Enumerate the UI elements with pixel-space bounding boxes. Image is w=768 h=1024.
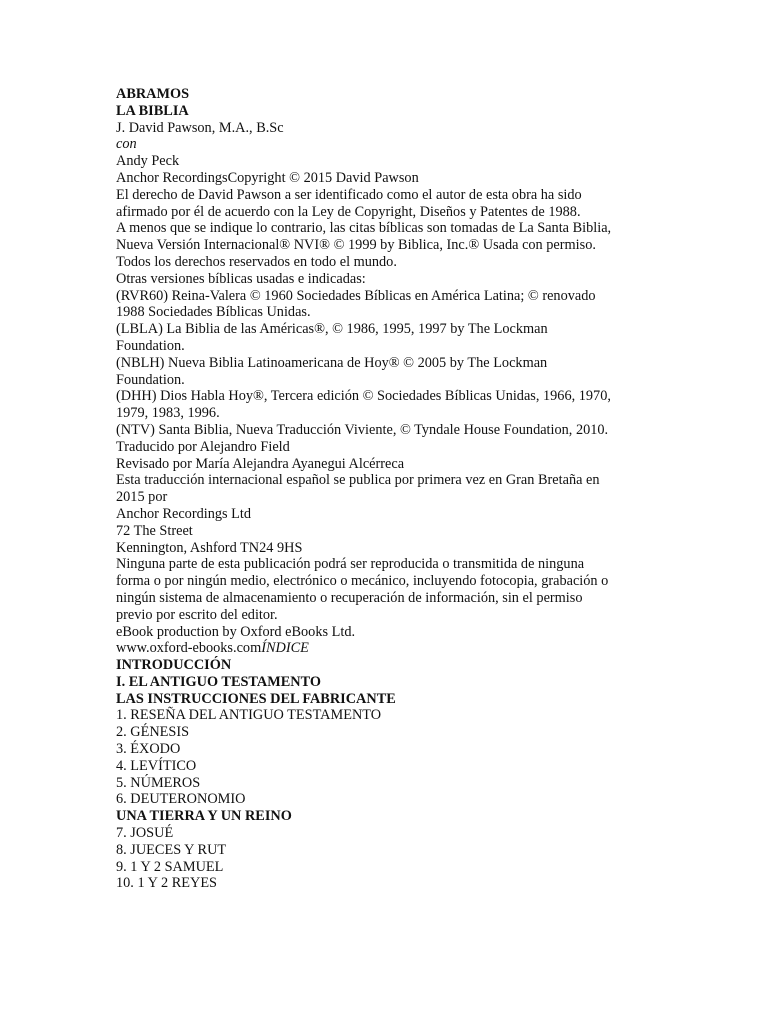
ebook-production: eBook production by Oxford eBooks Ltd.: [116, 623, 356, 640]
other-versions-heading: Otras versiones bíblicas usadas e indicadas:: [116, 270, 366, 287]
quotes-note: A menos que se indique lo contrario, las citas bíblicas son tomadas de La Santa Biblia, Nueva Versión Internacional® NVI® © 1999 by Biblica, Inc.® Usada con permiso. Todos los derechos reservados en todo el mundo.: [116, 220, 612, 270]
index-label: ÍNDICE: [261, 640, 309, 657]
toc-item[interactable]: 8. JUECES Y RUT: [116, 841, 227, 858]
version-lbla: (LBLA) La Biblia de las Américas®, © 1986, 1995, 1997 by The Lockman Foundation.: [116, 321, 548, 354]
address-line-2: Kennington, Ashford TN24 9HS: [116, 539, 303, 556]
reproduction-note: Ninguna parte de esta publicación podrá ser reproducida o transmitida de ninguna forma o por ningún medio, electrónico o mecánico, incluyendo fotocopia, grabación o ningún sistema de almacenamiento o recuperación de información, sin el permiso previo por escrito del editor.: [116, 556, 609, 623]
version-ntv: (NTV) Santa Biblia, Nueva Traducción Viviente, © Tyndale House Foundation, 2010.: [116, 421, 609, 438]
toc-introduction[interactable]: INTRODUCCIÓN: [116, 657, 232, 674]
website-link[interactable]: www.oxford-ebooks.com: [116, 640, 262, 657]
coauthor: Andy Peck: [116, 153, 180, 170]
toc-item[interactable]: 2. GÉNESIS: [116, 724, 190, 741]
version-rvr60: (RVR60) Reina-Valera © 1960 Sociedades Bíblicas en América Latina; © renovado 1988 Sociedades Bíblicas Unidas.: [116, 287, 596, 321]
toc-item[interactable]: 4. LEVÍTICO: [116, 757, 197, 774]
toc-item[interactable]: 6. DEUTERONOMIO: [116, 791, 246, 808]
translated-by: Traducido por Alejandro Field: [116, 438, 290, 455]
toc-item[interactable]: 9. 1 Y 2 SAMUEL: [116, 858, 224, 875]
ebook-page: [116, 86, 616, 892]
version-nblh: (NBLH) Nueva Biblia Latinoamericana de Hoy® © 2005 by The Lockman Foundation.: [116, 354, 548, 388]
website-and-index: [116, 640, 616, 657]
publisher-name: Anchor Recordings Ltd: [116, 505, 251, 522]
toc-item[interactable]: 5. NÚMEROS: [116, 774, 201, 791]
toc-part-old-testament[interactable]: I. EL ANTIGUO TESTAMENTO: [116, 673, 321, 690]
book-title: ABRAMOS: [116, 86, 190, 102]
version-dhh: (DHH) Dios Habla Hoy®, Tercera edición © Sociedades Bíblicas Unidas, 1966, 1970, 1979, 1983, 1996.: [116, 388, 611, 422]
rights-statement: El derecho de David Pawson a ser identificado como el autor de esta obra ha sido afirmado por él de acuerdo con la Ley de Copyright, Diseños y Patentes de 1988.: [116, 186, 582, 220]
toc-item[interactable]: 3. ÉXODO: [116, 741, 181, 758]
con-label: con: [116, 136, 137, 153]
book-title-line2: LA BIBLIA: [116, 102, 189, 119]
publication-note: Esta traducción internacional español se publica por primera vez en Gran Bretaña en 2015 por: [116, 472, 600, 506]
toc-item[interactable]: 1. RESEÑA DEL ANTIGUO TESTAMENTO: [116, 707, 382, 724]
toc-item[interactable]: 10. 1 Y 2 REYES: [116, 875, 218, 892]
toc-item[interactable]: 7. JOSUÉ: [116, 825, 174, 842]
author: J. David Pawson, M.A., B.Sc: [116, 119, 284, 136]
toc-section-manufacturer-instructions[interactable]: LAS INSTRUCCIONES DEL FABRICANTE: [116, 690, 396, 707]
toc-section-land-and-kingdom[interactable]: UNA TIERRA Y UN REINO: [116, 808, 292, 825]
address-line-1: 72 The Street: [116, 522, 193, 539]
copyright-line: Anchor RecordingsCopyright © 2015 David Pawson: [116, 169, 419, 186]
revised-by: Revisado por María Alejandra Ayanegui Alcérreca: [116, 455, 405, 472]
